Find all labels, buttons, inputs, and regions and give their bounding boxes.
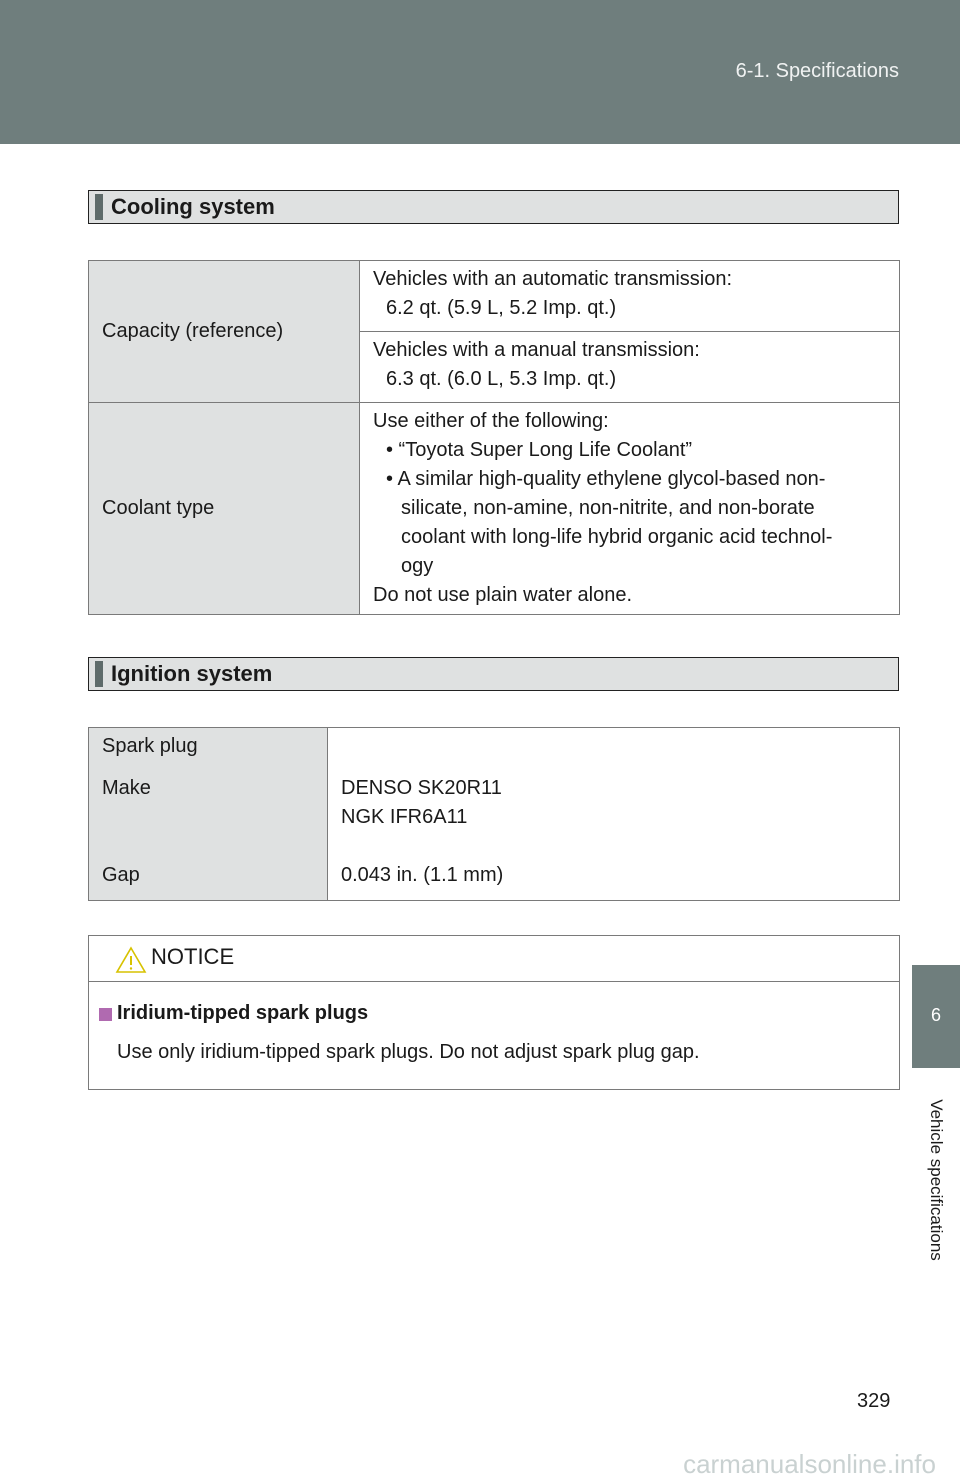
coolant-bullet-cont: coolant with long-life hybrid organic acid technol- [401,526,833,548]
chapter-tab[interactable]: 6 [912,965,960,1068]
auto-trans-heading: Vehicles with an automatic transmission: [373,268,733,290]
capacity-label: Capacity (reference) [89,261,360,403]
spark-plug-values [328,728,900,901]
coolant-bullet-cont: ogy [401,555,434,577]
make-value: DENSO SK20R11 [341,777,502,799]
cooling-section-title: Cooling system [111,194,275,219]
notice-title: Iridium-tipped spark plugs [117,1002,369,1024]
ignition-spec-table [88,727,900,901]
coolant-intro: Use either of the following: [373,410,609,432]
coolant-label: Coolant type [89,403,360,615]
gap-value: 0.043 in. (1.1 mm) [341,864,504,886]
watermark: carmanualsonline.info [683,1449,936,1479]
notice-text: Use only iridium-tipped spark plugs. Do not adjust spark plug gap. [117,1041,700,1063]
table-row [89,728,900,901]
ignition-section-title: Ignition system [111,661,273,686]
make-value: NGK IFR6A11 [341,806,468,828]
spark-plug-label: Spark plug [102,735,198,757]
manual-trans-heading: Vehicles with a manual transmission: [373,339,700,361]
coolant-bullet-cont: silicate, non-amine, non-nitrite, and non-borate [401,497,815,519]
auto-trans-cell [360,261,900,332]
warning-triangle-icon [115,946,147,974]
header-title: 6-1. Specifications [735,60,899,82]
make-label: Make [102,777,151,799]
notice-box [88,935,900,1090]
square-bullet-icon [99,1008,112,1021]
page-number: 329 [857,1390,891,1412]
spark-plug-labels [89,728,328,901]
manual-trans-value: 6.3 qt. (6.0 L, 5.3 Imp. qt.) [386,368,617,390]
cooling-section-heading [88,190,899,224]
coolant-bullet: • A similar high-quality ethylene glycol-based non- [386,468,826,490]
table-row [89,261,900,332]
coolant-cell [360,403,900,615]
notice-header [89,936,899,982]
manual-trans-cell [360,332,900,403]
page-header [0,0,960,144]
ignition-section-heading [88,657,899,691]
gap-label: Gap [102,864,140,886]
cooling-spec-table [88,260,900,615]
coolant-bullet: • “Toyota Super Long Life Coolant” [386,439,693,461]
coolant-note: Do not use plain water alone. [373,584,633,606]
table-row [89,403,900,615]
auto-trans-value: 6.2 qt. (5.9 L, 5.2 Imp. qt.) [386,297,617,319]
chapter-label: Vehicle specifications [927,1099,946,1261]
notice-heading: NOTICE [151,944,235,969]
